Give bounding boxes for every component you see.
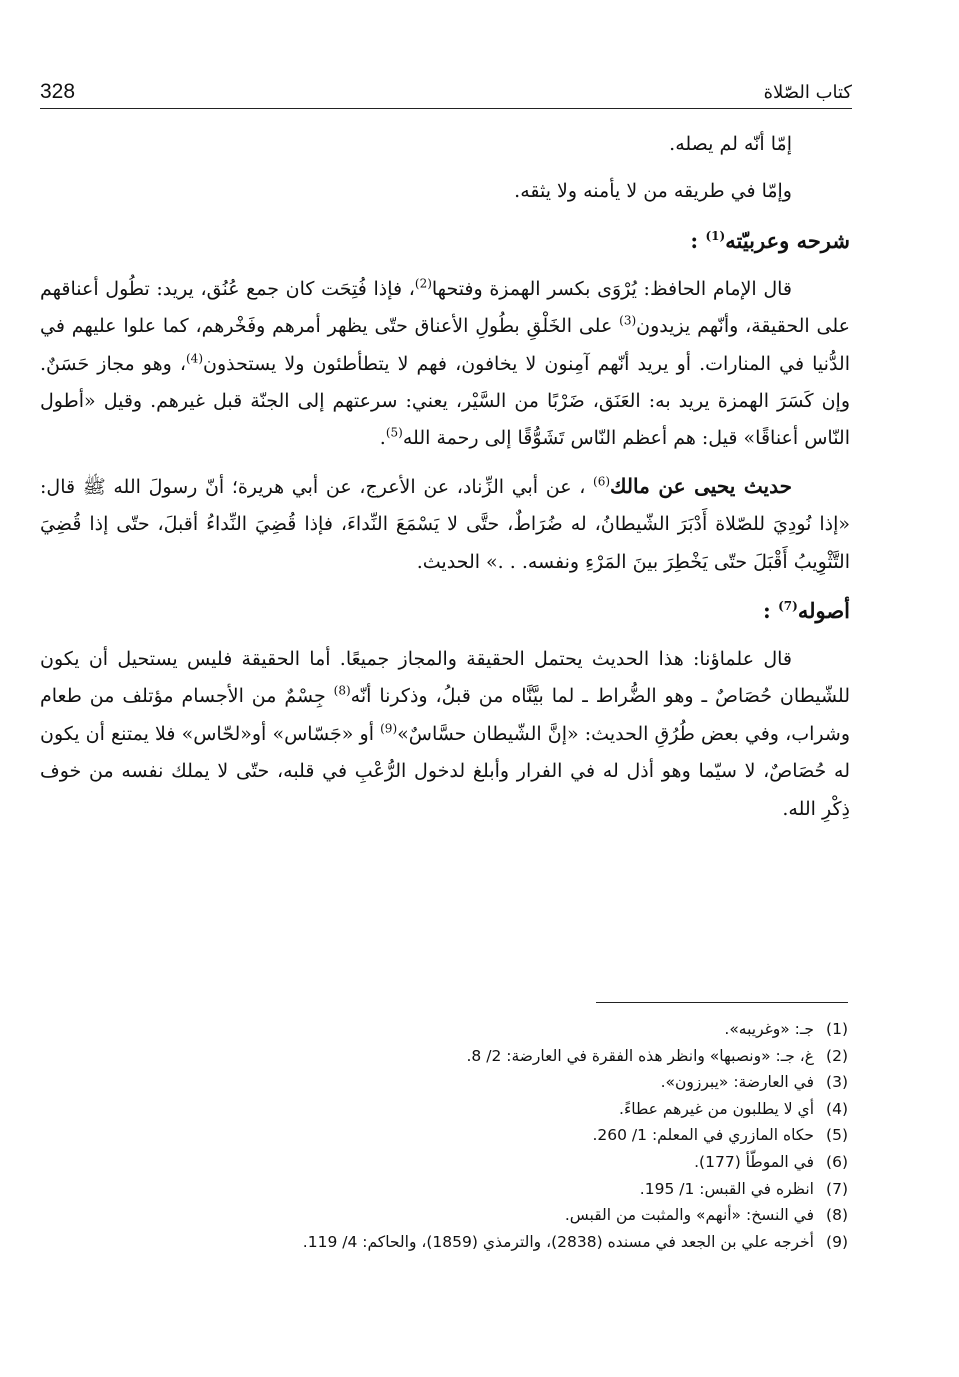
text-line: إمّا أنّه لم يصله. [669, 133, 792, 155]
main-text [40, 126, 850, 828]
footnote: (9) أخرجه علي بن الجعد في مسنده (2838)، والترمذي (1859)، والحاكم: 4/ 119. [302, 1232, 848, 1251]
footnote-ref: (5) [385, 426, 403, 441]
section-heading-usul: أصوله$^{(7)}$ : [763, 598, 850, 624]
running-header [40, 78, 852, 106]
page-number: 328 [40, 80, 76, 103]
footnote-ref: (6) [593, 474, 611, 489]
footnotes [40, 1016, 848, 1255]
footnote-ref: (3) [619, 313, 637, 328]
footnote: (2) غ، جـ: «ونصبها» وانظر هذه الفقرة في العارضة: 2/ 8. [466, 1046, 848, 1065]
paragraph-hadith: حديث يحيى عن مالك$^{(6)}$ ، عن أبي الزِّناد، عن الأعرج، عن أبي هريرة؛ أنّ رسولَ الله ﷺ قال: «إذا نُودِيَ للصّلاة أَدْبَرَ الشّيطانُ، له ضُرَاطٌ، حتَّى لا يَسْمَعَ النِّداءَ، فإذا قُضِيَ النِّداءُ أقبلَ، حتّى إذا قُضِيَ التَّثْوِيبُ أَقْبَلَ حتّى يَخْطِرَ بينَ المَرْءِ ونفسه. . .» الحديث. [40, 473, 850, 573]
footnote: (4) أي لا يطلبون من غيرهم عطاءً. [619, 1099, 848, 1118]
hadith-heading: حديث يحيى عن مالك [610, 473, 792, 498]
footnote-ref: (8) [333, 684, 351, 699]
footnote-ref: (1) [705, 228, 726, 243]
footnote: (6) في الموطّأ (177). [694, 1152, 848, 1171]
footnote-ref: (4) [185, 351, 203, 366]
footnote-ref: (7) [778, 599, 798, 614]
section-heading-sharh: شرحه وعربيّته$^{(1)}$ : [690, 227, 850, 253]
footnote-divider [596, 1002, 848, 1003]
text-line: وإمّا في طريقه من لا يأمنه ولا يثقه. [514, 180, 792, 203]
footnote: (5) حكاه المازري في المعلم: 1/ 260. [592, 1126, 848, 1145]
footnote-ref: (2) [414, 276, 432, 291]
paragraph-commentary: قال الإمام الحافظ: يُرْوَى بكسر الهمزة وفتحها$^{(2)}$، فإذا فُتِحَت كان جمع عُنُق، يريد: تطُول أعناقهم على الحقيقة، وأنّهم يزيدون$^{(3)}$ على الخَلْقِ بطُولِ الأعناق حتّى يظهر أمرهم وفَخْرهم، كما علوا عليهم في الدُّنيا في المنارات. أو يريد أنّهم آمِنون لا يخافون، فهم لا يتطأطئون ولا يستحذون$^{(4)}$، وهو مجاز حَسَنٌ. وإن كَسَرَ الهمزة يريد به: العَنَق، ضَرْبًا من السَّيْر، يعني: سرعتهم إلى الجنّة قبل غيرهم. وقيل «أطول النّاس أعناقًا» قيل: هم أعظم النّاس تَشَوُّقًا إلى رحمة الله$^{(5)}$. [40, 276, 850, 450]
footnote-ref: (9) [380, 721, 398, 736]
footnote: (7) انظره في القبس: 1/ 195. [639, 1179, 848, 1198]
header-divider [40, 108, 852, 109]
footnote: (8) في النسخ: «أنهم» والمثبت من القبس. [564, 1206, 848, 1225]
paragraph-usul: قال علماؤنا: هذا الحديث يحتمل الحقيقة والمجاز جميعًا. أما الحقيقة فليس يستحيل أن يكون للشّيطان حُصَاصٌ ـ وهو الضُّراط ـ لما بيَّنَّاه من قبلُ، وذكرنا أنّه$^{(8)}$ جِسْمٌ من الأجسام مؤتلف من طعام وشراب، وفي بعض طُرُقِ الحديث: «إنَّ الشّيطان حسَّاسٌ»$^{(9)}$ أو «جَسّاس» أو«لحّاس» فلا يمتنع أن يكون له حُصَاصٌ، لا سيّما وهو أذل له في الفرار وأبلغ لدخول الرُّعْبِ في قلبه، حتّى لا يملك نفسه من خوف ذِكْرِ الله. [40, 648, 850, 820]
footnote: (3) في العارضة: «يبرزون». [660, 1073, 848, 1092]
chapter-title: كتاب الصّلاة [763, 81, 852, 103]
footnote: (1) جـ: «وغريبه». [724, 1020, 848, 1038]
